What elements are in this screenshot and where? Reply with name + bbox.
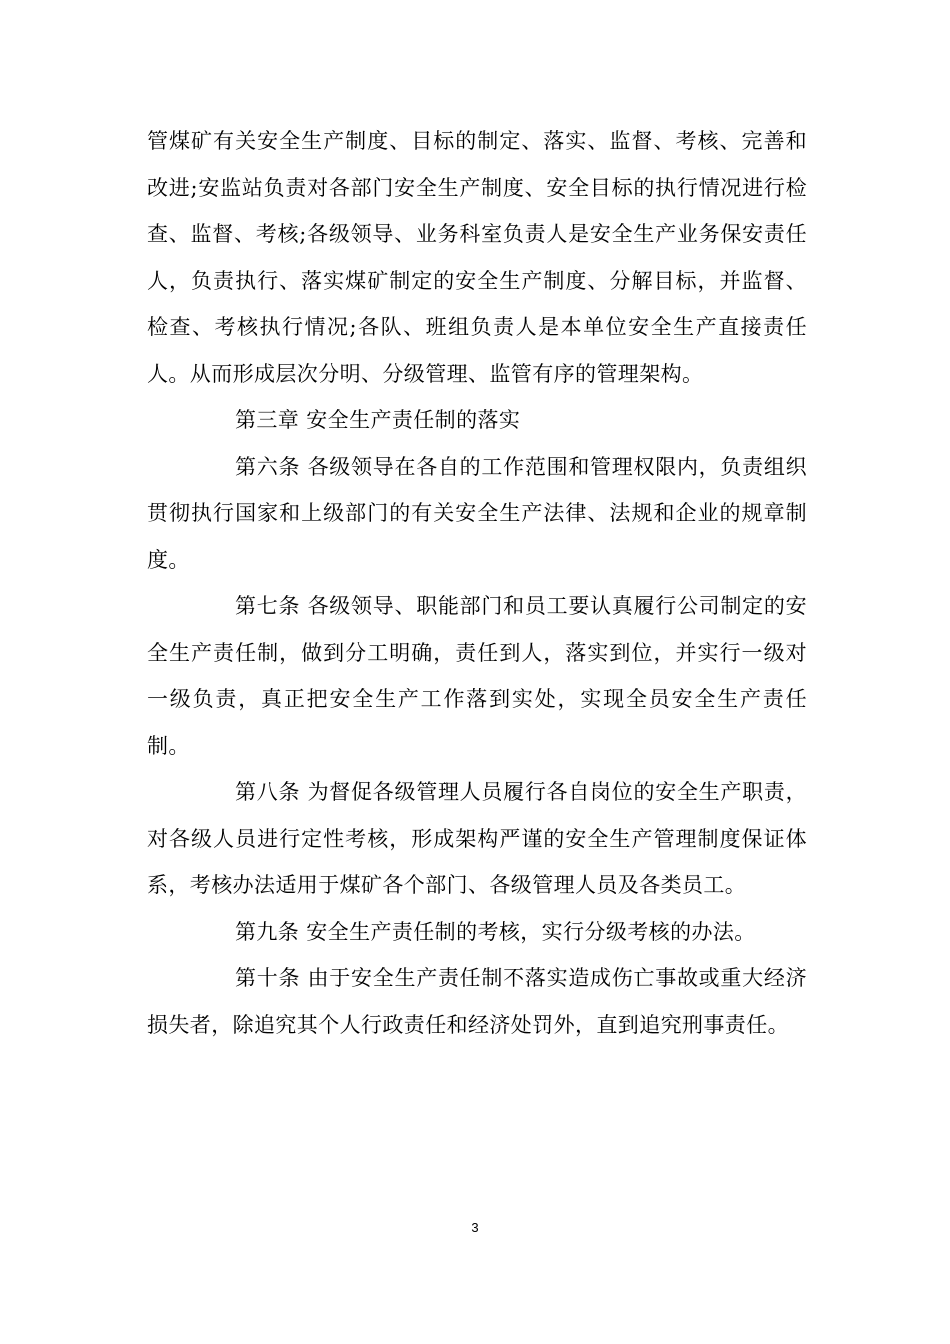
article-9: 第九条 安全生产责任制的考核，实行分级考核的办法。: [235, 919, 756, 944]
article-8: 第八条 为督促各级管理人员履行各自岗位的安全生产职责，对各级人员进行定性考核，形成架构严谨的安全生产管理制度保证体系，考核办法适用于煤矿各个部门、各级管理人员及各类员工。: [147, 780, 807, 897]
chapter-heading: 第三章 安全生产责任制的落实: [235, 408, 521, 432]
document-body: [147, 118, 807, 1048]
article-7: 第七条 各级领导、职能部门和员工要认真履行公司制定的安全生产责任制，做到分工明确，责任到人，落实到位，并实行一级对一级负责，真正把安全生产工作落到实处，实现全员安全生产责任制。: [147, 594, 807, 758]
page-number: 3: [471, 1220, 479, 1235]
article-10: 第十条 由于安全生产责任制不落实造成伤亡事故或重大经济损失者，除追究其个人行政责任和经济处罚外，直到追究刑事责任。: [147, 966, 807, 1037]
paragraph-continuation: 管煤矿有关安全生产制度、目标的制定、落实、监督、考核、完善和改进;安监站负责对各部门安全生产制度、安全目标的执行情况进行检查、监督、考核;各级领导、业务科室负责人是安全生产业务保安责任人，负责执行、落实煤矿制定的安全生产制度、分解目标，并监督、检查、考核执行情况;各队、班组负责人是本单位安全生产直接责任人。从而形成层次分明、分级管理、监管有序的管理架构。: [147, 129, 807, 386]
article-6: 第六条 各级领导在各自的工作范围和管理权限内，负责组织贯彻执行国家和上级部门的有关安全生产法律、法规和企业的规章制度。: [147, 454, 807, 572]
